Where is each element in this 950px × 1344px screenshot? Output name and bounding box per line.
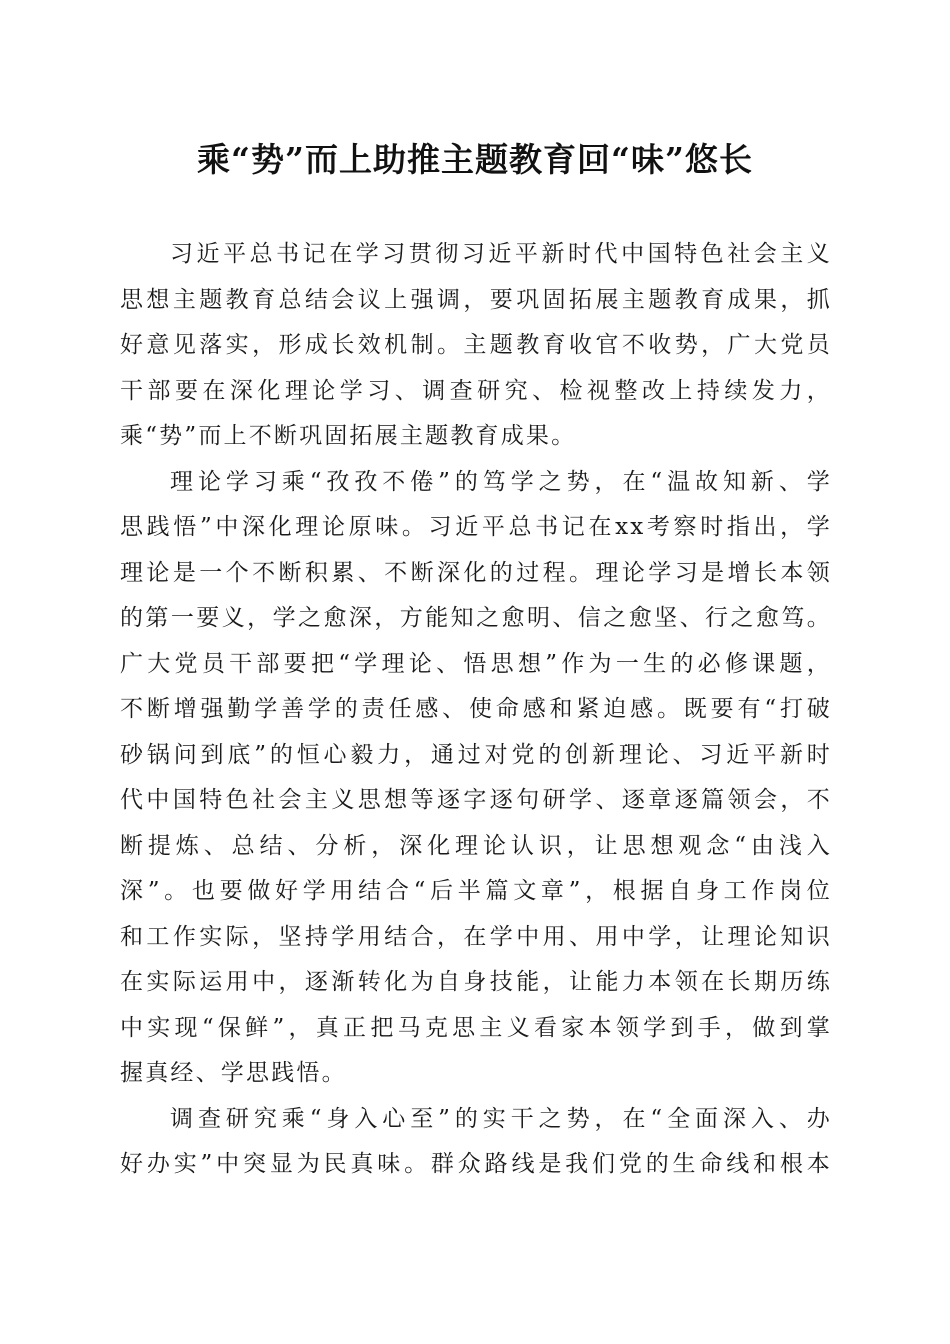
text-line: 理论是一个不断积累、不断深化的过程。理论学习是增长本领 xyxy=(120,559,832,586)
text-line: 调查研究乘“身入心至”的实干之势，在“全面深入、办 xyxy=(170,1105,832,1132)
paragraph-theory-study xyxy=(120,460,832,1097)
text-line: 乘“势”而上不断巩固拓展主题教育成果。 xyxy=(120,423,577,449)
text-line: 和工作实际，坚持学用结合，在学中用、用中学，让理论知识 xyxy=(120,923,832,950)
text-line: 不断增强勤学善学的责任感、使命感和紧迫感。既要有“打破 xyxy=(120,696,832,722)
text-line: 好办实”中突显为民真味。群众路线是我们党的生命线和根本 xyxy=(120,1151,832,1177)
text-line: 思想主题教育总结会议上强调，要巩固拓展主题教育成果，抓 xyxy=(120,286,832,313)
text-line: 思践悟”中深化理论原味。习近平总书记在xx考察时指出，学 xyxy=(120,514,832,540)
text-line: 好意见落实，形成长效机制。主题教育收官不收势，广大党员 xyxy=(120,332,832,358)
text-line: 干部要在深化理论学习、调查研究、检视整改上持续发力， xyxy=(120,377,832,404)
document-title: 乘“势”而上助推主题教育回“味”悠长 xyxy=(197,140,753,179)
document-body xyxy=(120,232,832,1188)
text-line: 在实际运用中，逐渐转化为自身技能，让能力本领在长期历练 xyxy=(120,969,832,995)
text-line: 广大党员干部要把“学理论、悟思想”作为一生的必修课题， xyxy=(120,650,832,677)
text-line: 的第一要义，学之愈深，方能知之愈明、信之愈坚、行之愈笃。 xyxy=(120,605,832,631)
paragraph-intro xyxy=(120,232,832,460)
text-line: 习近平总书记在学习贯彻习近平新时代中国特色社会主义 xyxy=(170,241,832,267)
text-line: 砂锅问到底”的恒心毅力，通过对党的创新理论、习近平新时 xyxy=(120,741,832,768)
text-line: 理论学习乘“孜孜不倦”的笃学之势，在“温故知新、学 xyxy=(170,468,832,495)
text-line: 中实现“保鲜”，真正把马克思主义看家本领学到手，做到掌 xyxy=(120,1014,832,1041)
paragraph-research xyxy=(120,1097,832,1188)
text-line: 握真经、学思践悟。 xyxy=(120,1060,347,1086)
text-line: 深”。也要做好学用结合“后半篇文章”，根据自身工作岗位 xyxy=(120,878,832,904)
text-line: 断提炼、总结、分析，深化理论认识，让思想观念“由浅入 xyxy=(120,832,832,859)
text-line: 代中国特色社会主义思想等逐字逐句研学、逐章逐篇领会，不 xyxy=(120,787,832,813)
